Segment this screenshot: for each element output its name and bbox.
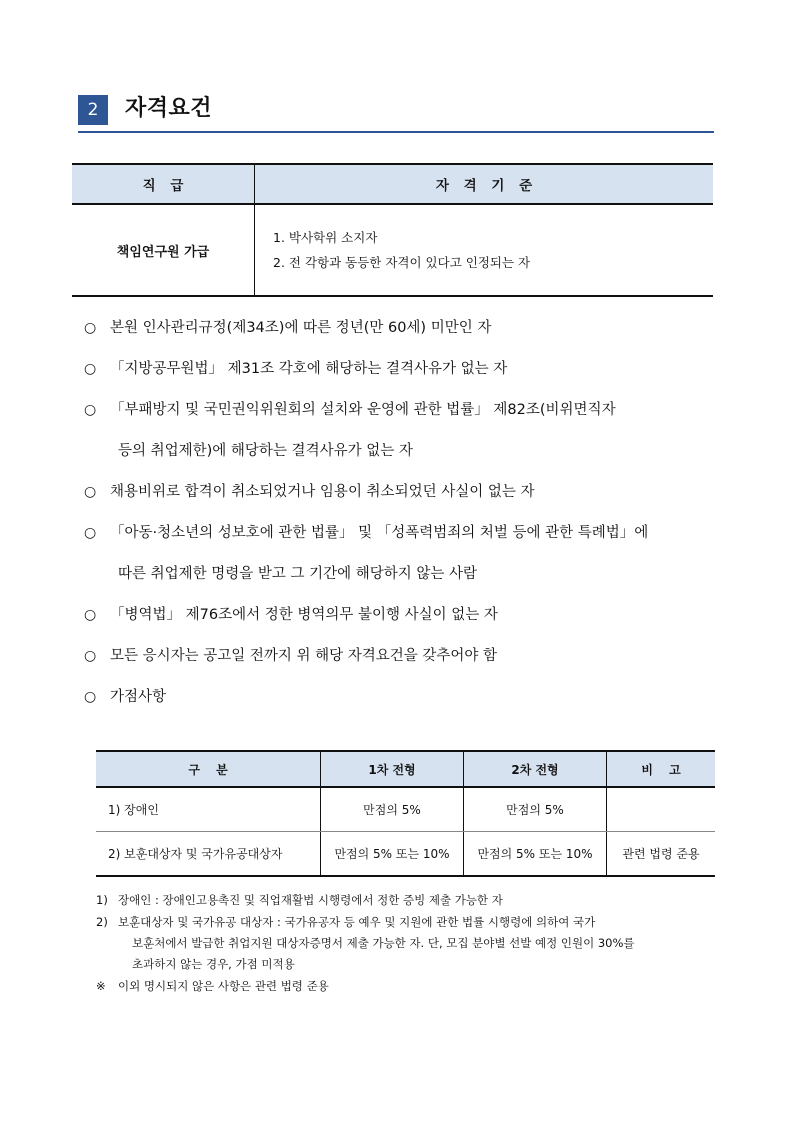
table-header-row <box>72 164 713 204</box>
cell-remark: 관련 법령 준용 <box>607 832 716 877</box>
cell-remark <box>607 787 716 832</box>
cell-category: 2) 보훈대상자 및 국가유공대상자 <box>96 832 321 877</box>
cell-stage1: 만점의 5% <box>321 787 464 832</box>
column-header-grade: 직 급 <box>72 164 255 204</box>
column-header-remark: 비 고 <box>607 751 716 787</box>
list-item-label: 「부패방지 및 국민권익위원회의 설치와 운영에 관한 법률」 제82조(비위면직자 <box>110 402 616 418</box>
circle-bullet-icon: ○ <box>84 689 97 705</box>
cell-category: 1) 장애인 <box>96 787 321 832</box>
table-row <box>72 204 713 296</box>
cell-grade: 책임연구원 가급 <box>72 204 255 296</box>
table-row <box>96 787 715 832</box>
page-title: 자격요건 <box>125 96 213 121</box>
list-item <box>84 308 732 349</box>
circle-bullet-icon: ○ <box>84 320 97 336</box>
cell-stage1: 만점의 5% 또는 10% <box>321 832 464 877</box>
cell-criteria <box>255 204 714 296</box>
list-item-label-continued: 등의 취업제한)에 해당하는 결격사유가 없는 자 <box>118 443 413 459</box>
circle-bullet-icon: ○ <box>84 361 97 377</box>
list-item <box>84 472 732 513</box>
footnote-marker: 2) <box>96 915 108 929</box>
list-item-label: 「지방공무원법」 제31조 각호에 해당하는 결격사유가 없는 자 <box>110 361 508 377</box>
requirements-list <box>84 308 732 718</box>
footnote-item <box>96 912 726 975</box>
cell-stage2: 만점의 5% <box>464 787 607 832</box>
list-item-bonus-points <box>84 677 732 718</box>
column-header-criteria: 자 격 기 준 <box>255 164 714 204</box>
footnote-text: 이외 명시되지 않은 사항은 관련 법령 준용 <box>118 979 329 993</box>
cell-stage2: 만점의 5% 또는 10% <box>464 832 607 877</box>
column-header-stage2: 2차 전형 <box>464 751 607 787</box>
section-number-badge: 2 <box>78 95 108 125</box>
circle-bullet-icon: ○ <box>84 484 97 500</box>
list-item-label: 「아동·청소년의 성보호에 관한 법률」 및 「성폭력범죄의 처벌 등에 관한 특례법」에 <box>110 525 649 541</box>
circle-bullet-icon: ○ <box>84 607 97 623</box>
section-underline <box>78 131 714 133</box>
list-item-label-continued: 따른 취업제한 명령을 받고 그 기간에 해당하지 않는 사람 <box>118 566 478 582</box>
list-item <box>84 390 732 472</box>
list-item-label: 채용비위로 합격이 취소되었거나 임용이 취소되었던 사실이 없는 자 <box>110 484 535 500</box>
footnote-text-continued: 보훈처에서 발급한 취업지원 대상자증명서 제출 가능한 자. 단, 모집 분야별 선발 예정 인원이 30%를 <box>132 936 635 950</box>
list-item <box>84 513 732 595</box>
bonus-points-table <box>96 750 715 877</box>
list-item <box>84 595 732 636</box>
circle-bullet-icon: ○ <box>84 402 97 418</box>
footnote-text-continued: 초과하지 않는 경우, 가점 미적용 <box>132 957 295 971</box>
list-item-label: 가점사항 <box>110 689 167 705</box>
table-header-row <box>96 751 715 787</box>
footnotes <box>96 890 726 998</box>
circle-bullet-icon: ○ <box>84 525 97 541</box>
footnote-marker: 1) <box>96 893 108 907</box>
list-item-label: 본원 인사관리규정(제34조)에 따른 정년(만 60세) 미만인 자 <box>110 320 492 336</box>
footnote-text: 장애인 : 장애인고용촉진 및 직업재활법 시행령에서 정한 증빙 제출 가능한 자 <box>118 893 503 907</box>
table-row <box>96 832 715 877</box>
section-header <box>78 95 714 143</box>
qualification-table <box>72 163 713 297</box>
list-item-label: 모든 응시자는 공고일 전까지 위 해당 자격요건을 갖추어야 함 <box>110 648 498 664</box>
circle-bullet-icon: ○ <box>84 648 97 664</box>
footnote-item <box>96 976 726 997</box>
column-header-category: 구 분 <box>96 751 321 787</box>
criteria-line-2: 2. 전 각항과 동등한 자격이 있다고 인정되는 자 <box>273 255 531 270</box>
footnote-text: 보훈대상자 및 국가유공 대상자 : 국가유공자 등 예우 및 지원에 관한 법률 시행령에 의하여 국가 <box>118 915 596 929</box>
list-item <box>84 349 732 390</box>
criteria-line-1: 1. 박사학위 소지자 <box>273 230 378 245</box>
asterisk-marker-icon: ※ <box>96 979 106 993</box>
footnote-item <box>96 890 726 911</box>
list-item-label: 「병역법」 제76조에서 정한 병역의무 불이행 사실이 없는 자 <box>110 607 498 623</box>
list-item <box>84 636 732 677</box>
column-header-stage1: 1차 전형 <box>321 751 464 787</box>
